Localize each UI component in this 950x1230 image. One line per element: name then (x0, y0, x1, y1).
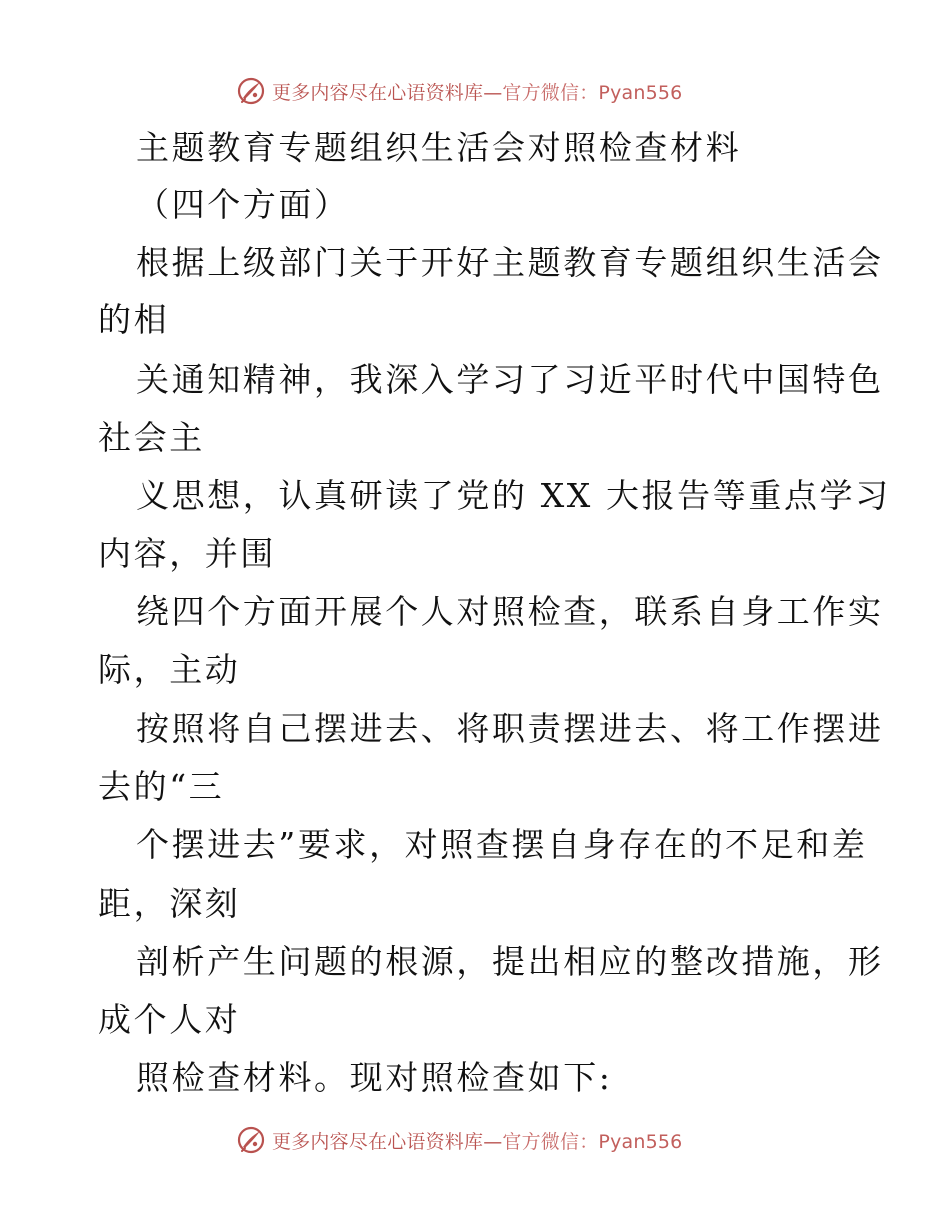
body-line: 内容，并围 (98, 534, 276, 573)
watermark-main-text: 更多内容尽在心语资料库 (272, 1130, 484, 1153)
body-line: 根据上级部门关于开好主题教育专题组织生活会 (136, 243, 884, 282)
body-line: 个摆进去”要求，对照查摆自身存在的不足和差 (136, 825, 868, 864)
body-line: 绕四个方面开展个人对照检查，联系自身工作实 (136, 592, 884, 631)
watermark-wechat-handle: Pyan556 (598, 81, 683, 104)
watermark-main-text: 更多内容尽在心语资料库 (272, 81, 484, 104)
document-subtitle: （四个方面） (136, 185, 350, 224)
body-line: 的相 (98, 300, 170, 339)
header-watermark (236, 74, 682, 108)
body-line: 按照将自己摆进去、将职责摆进去、将工作摆进 (136, 709, 884, 748)
body-line: 距，深刻 (98, 884, 241, 923)
brush-quill-logo-icon (236, 76, 266, 106)
body-line: 义思想，认真研读了党的 XX 大报告等重点学习 (136, 476, 891, 515)
body-line: 际，主动 (98, 650, 241, 689)
body-line: 关通知精神，我深入学习了习近平时代中国特色 (136, 360, 884, 399)
watermark-separator: — (483, 1130, 503, 1153)
body-line: 剖析产生问题的根源，提出相应的整改措施，形 (136, 942, 884, 981)
body-line: 社会主 (98, 418, 205, 457)
watermark-separator: — (483, 81, 503, 104)
watermark-text (272, 78, 682, 105)
watermark-wechat-handle: Pyan556 (598, 1130, 683, 1153)
footer-watermark (236, 1123, 682, 1157)
watermark-text (272, 1127, 682, 1154)
brush-quill-logo-icon (236, 1125, 266, 1155)
watermark-wechat-label: 官方微信： (502, 1130, 599, 1153)
document-title: 主题教育专题组织生活会对照检查材料 (136, 128, 742, 167)
body-line: 成个人对 (98, 1000, 241, 1039)
watermark-wechat-label: 官方微信： (502, 81, 599, 104)
body-line: 照检查材料。现对照检查如下: (136, 1058, 613, 1097)
body-line: 去的“三 (98, 767, 225, 806)
